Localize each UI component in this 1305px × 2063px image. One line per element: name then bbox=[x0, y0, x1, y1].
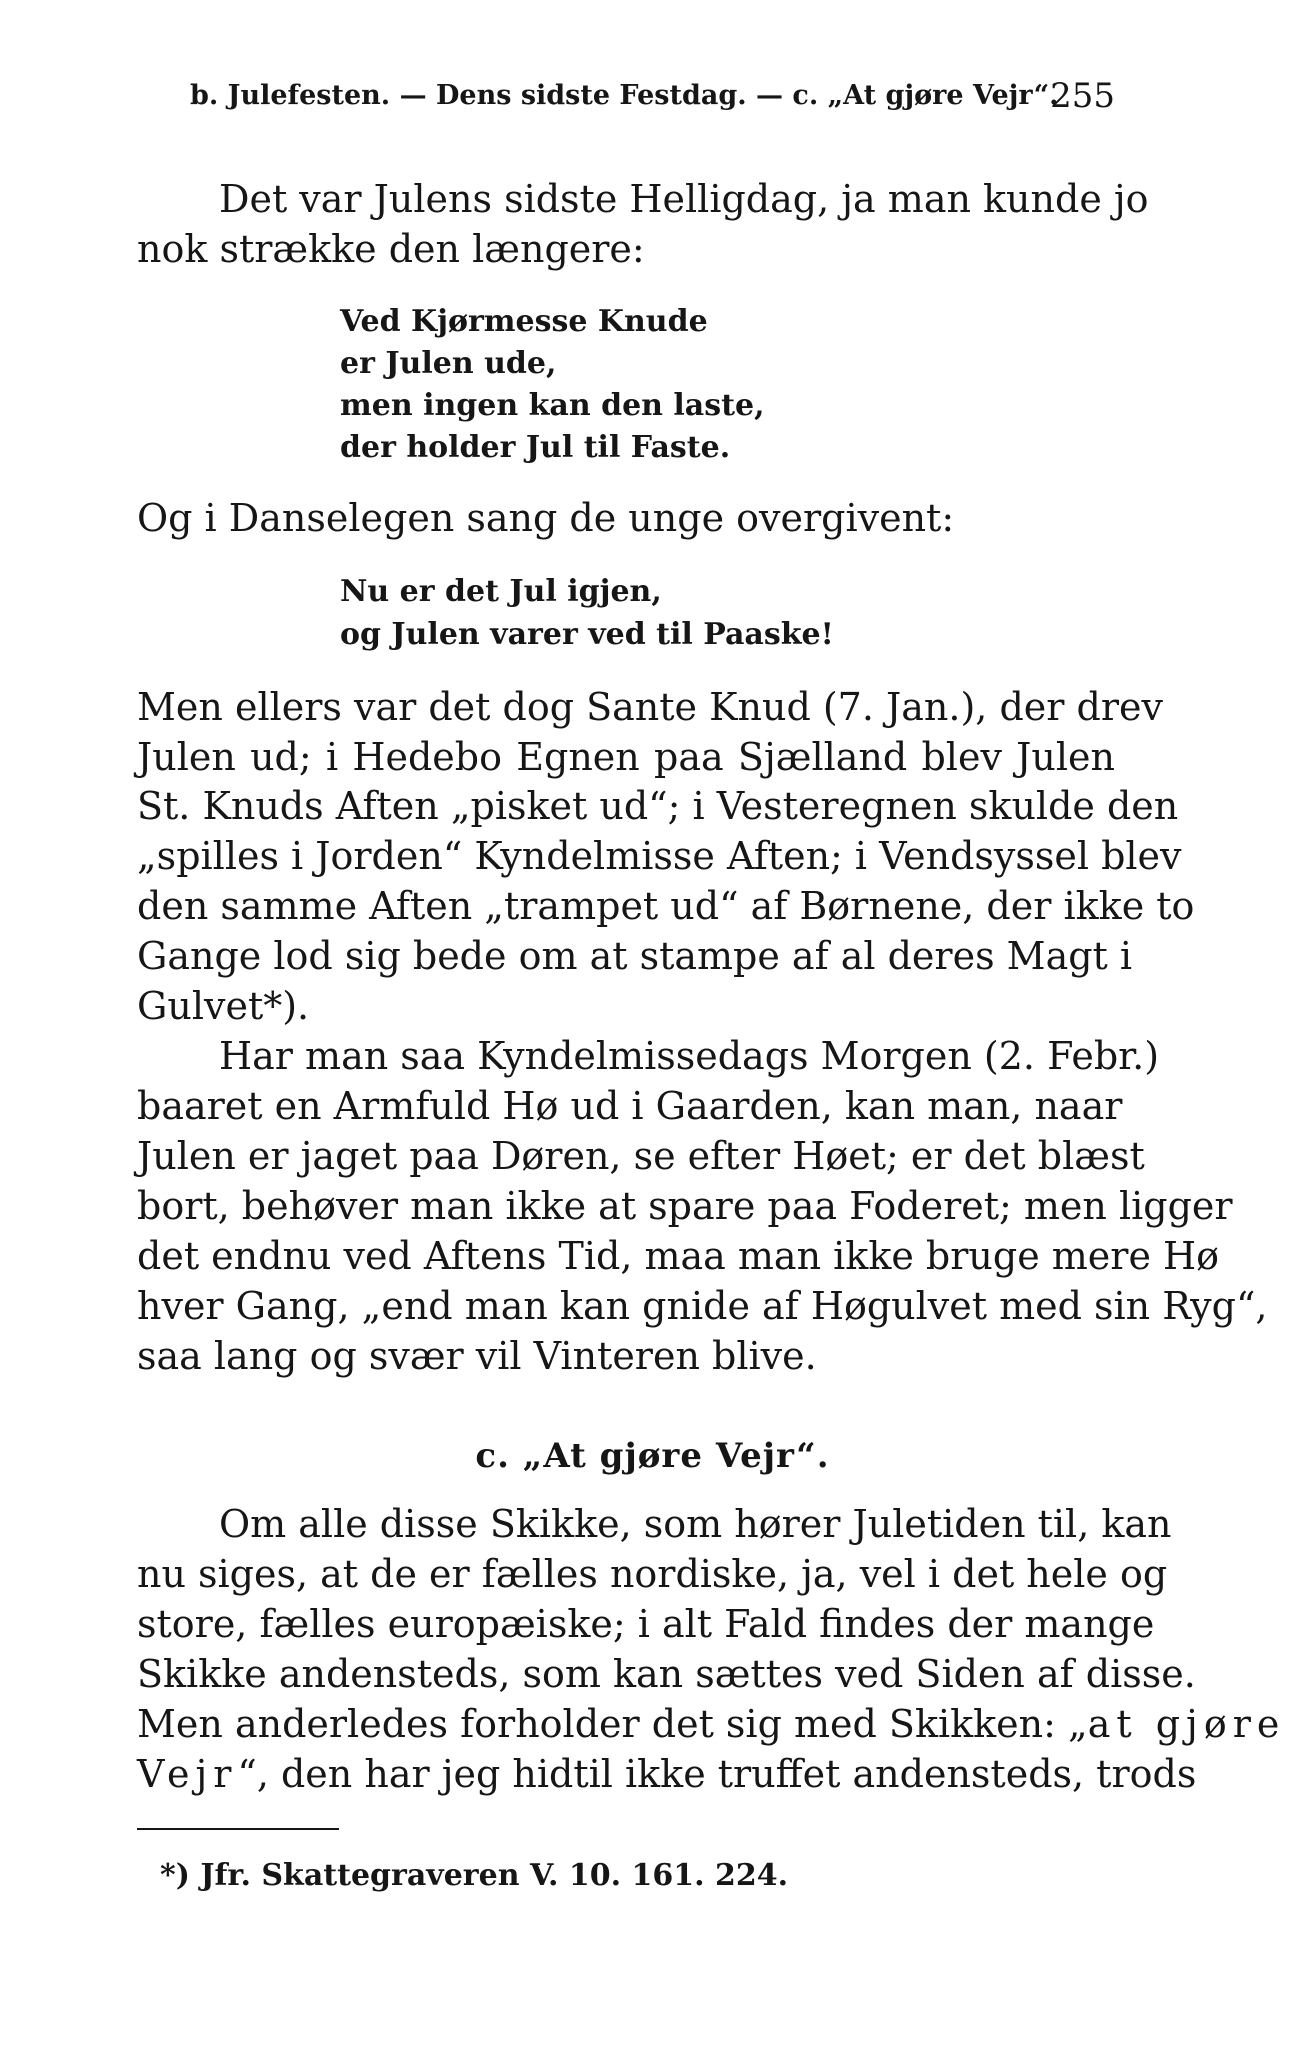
verse-1-line: der holder Jul til Faste. bbox=[340, 430, 731, 465]
paragraph-5-line: Skikke andensteds, som kan sættes ved Siden af disse. bbox=[137, 1652, 1196, 1696]
paragraph-3-line: „spilles i Jorden“ Kyndelmisse Aften; i Vendsyssel blev bbox=[137, 834, 1182, 878]
footnote: *) Jfr. Skattegraveren V. 10. 161. 224. bbox=[160, 1858, 789, 1893]
paragraph-4-line: Julen er jaget paa Døren, se efter Høet; er det blæst bbox=[137, 1134, 1145, 1178]
paragraph-3-line: Gulvet*). bbox=[137, 984, 310, 1028]
running-head-title: b. Julefesten. — Dens sidste Festdag. — c. „At gjøre Vejr“. bbox=[190, 80, 1059, 111]
paragraph-3-line: Gange lod sig bede om at stampe af al deres Magt i bbox=[137, 934, 1133, 978]
paragraph-5-line: nu siges, at de er fælles nordiske, ja, vel i det hele og bbox=[137, 1552, 1168, 1596]
page-number: 255 bbox=[1050, 76, 1115, 116]
paragraph-1-line: nok strække den længere: bbox=[137, 227, 645, 271]
verse-1-line: er Julen ude, bbox=[340, 346, 557, 381]
paragraph-5-line bbox=[137, 1700, 1286, 1748]
paragraph-5-line-text: “, den har jeg hidtil ikke truffet andensteds, trods bbox=[237, 1752, 1197, 1796]
paragraph-2-line: Og i Danselegen sang de unge overgivent: bbox=[137, 496, 955, 540]
paragraph-4-line: bort, behøver man ikke at spare paa Foderet; men ligger bbox=[137, 1184, 1233, 1228]
verse-1-line: men ingen kan den laste, bbox=[340, 388, 765, 423]
paragraph-3-line: den samme Aften „trampet ud“ af Børnene, der ikke to bbox=[137, 884, 1195, 928]
paragraph-5-line-text: Men anderledes forholder det sig med Skikken: „ bbox=[137, 1702, 1088, 1746]
paragraph-4-line: det endnu ved Aftens Tid, maa man ikke bruge mere Hø bbox=[137, 1234, 1220, 1278]
emphasized-phrase: Vejr bbox=[137, 1752, 238, 1796]
footnote-rule bbox=[137, 1828, 339, 1830]
paragraph-5-line bbox=[137, 1750, 1197, 1798]
emphasized-phrase: at gjøre bbox=[1087, 1702, 1286, 1746]
paragraph-1-line: Det var Julens sidste Helligdag, ja man kunde jo bbox=[219, 177, 1149, 221]
paragraph-4-line: baaret en Armfuld Hø ud i Gaarden, kan man, naar bbox=[137, 1084, 1123, 1128]
paragraph-4-line: hver Gang, „end man kan gnide af Høgulvet med sin Ryg“, bbox=[137, 1284, 1268, 1328]
paragraph-3-line: Julen ud; i Hedebo Egnen paa Sjælland blev Julen bbox=[137, 735, 1115, 779]
section-heading: c. „At gjøre Vejr“. bbox=[475, 1436, 830, 1476]
verse-2-line: Nu er det Jul igjen, bbox=[340, 574, 662, 609]
verse-2-line: og Julen varer ved til Paaske! bbox=[340, 617, 834, 652]
paragraph-3-line: Men ellers var det dog Sante Knud (7. Jan.), der drev bbox=[137, 685, 1163, 729]
paragraph-4-line: saa lang og svær vil Vinteren blive. bbox=[137, 1334, 817, 1378]
paragraph-5-line: store, fælles europæiske; i alt Fald findes der mange bbox=[137, 1602, 1155, 1646]
verse-1-line: Ved Kjørmesse Knude bbox=[340, 304, 708, 339]
running-head bbox=[190, 76, 1115, 116]
paragraph-5-line: Om alle disse Skikke, som hører Juletiden til, kan bbox=[219, 1502, 1172, 1546]
paragraph-3-line: St. Knuds Aften „pisket ud“; i Vesteregnen skulde den bbox=[137, 784, 1179, 828]
paragraph-4-line: Har man saa Kyndelmissedags Morgen (2. Febr.) bbox=[219, 1034, 1160, 1078]
